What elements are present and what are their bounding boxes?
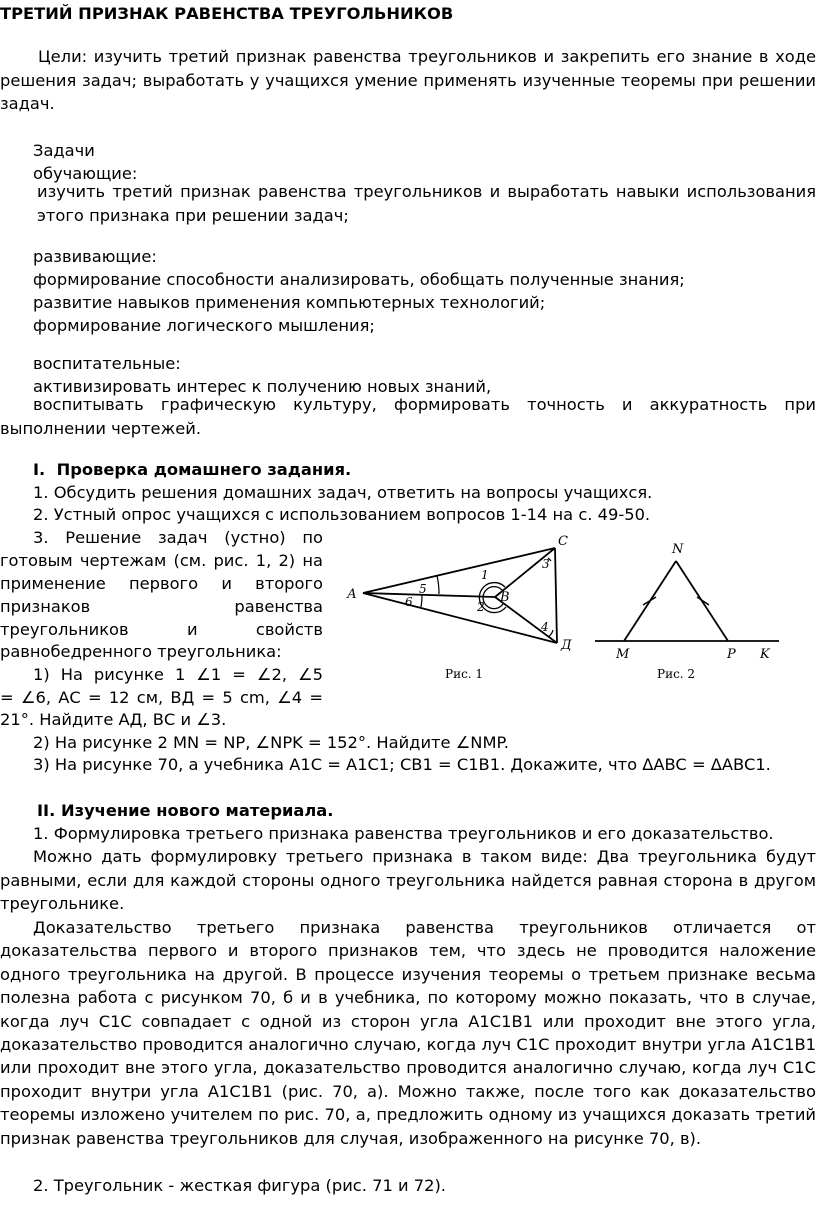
segment-cd xyxy=(555,548,557,643)
developing-item: развитие навыков применения компьютерных технологий; xyxy=(33,293,546,312)
label-angle-1: 1 xyxy=(481,568,489,582)
figure-2-labels xyxy=(615,542,771,681)
section2-number: II. xyxy=(37,801,56,820)
label-angle-5: 5 xyxy=(419,582,427,596)
section2-paragraph: Доказательство третьего признака равенства треугольников отличается от доказательства первого и второго признаков тем, что здесь не проводится наложение одного треугольника на другой. В процессе изучения теоремы о третьем признаке весьма полезна работа с рисунком 70, б и в учебника, по которому можно показать, что в случае, когда луч С1С совпадает с одной из сторон угла А1С1В1 или проходит вне этого угла, доказательство проводится аналогично случаю, когда луч С1С проходит внутри угла А1С1В1 или проходит вне этого угла, доказательство проводится аналогично случаю, когда луч С1С проходит внутри угла А1С1В1 (рис. 70, а). Можно также, после того как доказательство теоремы изложено учителем по рис. 70, а, предложить одному из учащихся доказать третий признак равенства треугольников для случая, изображенного на рисунке 70, в). xyxy=(0,918,816,1148)
task1-line: применение первого и второго xyxy=(0,574,323,593)
label-angle-4: 4 xyxy=(541,620,549,634)
label-c: С xyxy=(558,534,568,549)
task3: 3) На рисунке 70, а учебника A1C = A1C1; CB1 = C1B1. Докажите, что ΔABC = ΔABC1. xyxy=(33,755,771,774)
label-n: N xyxy=(672,542,684,557)
section2-paragraph: 1. Формулировка третьего признака равенства треугольников и его доказательство. xyxy=(33,824,774,843)
angle-4-arc xyxy=(548,630,553,637)
tick-mn xyxy=(643,597,656,605)
page-title: ТРЕТИЙ ПРИЗНАК РАВЕНСТВА ТРЕУГОЛЬНИКОВ xyxy=(0,4,454,23)
task1-line: треугольников и свойств xyxy=(0,620,323,639)
label-angle-3: 3 xyxy=(542,557,550,571)
figures xyxy=(340,530,816,690)
task1-line: 21°. Найдите АД, ВС и ∠3. xyxy=(0,710,227,729)
teaching-item: изучить третий признак равенства треугольников и выработать навыки использования этого признака при решении задач; xyxy=(37,182,816,225)
developing-item: формирование способности анализировать, обобщать полученные знания; xyxy=(33,270,685,289)
segment-ab xyxy=(363,593,495,597)
task1-line: равнобедренного треугольника: xyxy=(0,642,282,661)
section1-item: 2. Устный опрос учащихся с использованием вопросов 1-14 на с. 49-50. xyxy=(33,505,651,524)
educating-heading: воспитательные: xyxy=(33,354,181,373)
educating-item: активизировать интерес к получению новых знаний, xyxy=(33,377,492,396)
angle-5-arc xyxy=(437,576,439,594)
figure-1-caption: Рис. 1 xyxy=(445,667,484,681)
label-b: В xyxy=(500,590,510,605)
label-a: А xyxy=(347,587,357,602)
figure-1 xyxy=(363,548,557,643)
section1-heading xyxy=(33,458,351,482)
label-d: Д xyxy=(561,638,572,653)
figure-1-labels xyxy=(346,534,572,681)
task1-line: = ∠6, АС = 12 см, ВД = 5 cm, ∠4 = xyxy=(0,688,323,707)
segment-ad xyxy=(363,593,557,643)
section2-paragraph: 2. Треугольник - жесткая фигура (рис. 71 и 72). xyxy=(33,1176,446,1195)
developing-item: формирование логического мышления; xyxy=(33,316,375,335)
task1-line: готовым чертежам (см. рис. 1, 2) на xyxy=(0,551,323,570)
teaching-heading: обучающие: xyxy=(33,164,138,183)
label-p: P xyxy=(727,647,736,662)
section1-item: 1. Обсудить решения домашних задач, ответить на вопросы учащихся. xyxy=(33,483,653,502)
section2-heading xyxy=(37,799,333,823)
figure-2 xyxy=(595,561,779,641)
section2-paragraph: Можно дать формулировку третьего признака в таком виде: Два треугольника будут равными, если для каждой стороны одного треугольника найдется равная сторона в другом треугольнике. xyxy=(0,847,816,913)
label-angle-6: 6 xyxy=(405,595,413,609)
goals-paragraph: Цели: изучить третий признак равенства треугольников и закрепить его знание в ходе решения задач; выработать у учащихся умение применять изученные теоремы при решении задач. xyxy=(0,47,816,113)
label-m: M xyxy=(616,647,630,662)
task1-line: 1) На рисунке 1 ∠1 = ∠2, ∠5 xyxy=(33,665,323,684)
task1-line: признаков равенства xyxy=(0,597,323,616)
educating-item: воспитывать графическую культуру, формировать точность и аккуратность при выполнении чертежей. xyxy=(0,395,816,438)
tasks-heading: Задачи xyxy=(33,141,95,160)
task1-line: 3. Решение задач (устно) по xyxy=(33,528,323,547)
label-k: K xyxy=(760,647,770,662)
section2-title: Изучение нового материала. xyxy=(60,801,334,820)
figure-2-caption: Рис. 2 xyxy=(657,667,696,681)
label-angle-2: 2 xyxy=(477,600,485,614)
developing-heading: развивающие: xyxy=(33,247,157,266)
section1-title: Проверка домашнего задания. xyxy=(56,460,352,479)
section1-number: I. xyxy=(33,460,46,479)
task2: 2) На рисунке 2 MN = NP, ∠NPK = 152°. Найдите ∠NMP. xyxy=(33,733,509,752)
